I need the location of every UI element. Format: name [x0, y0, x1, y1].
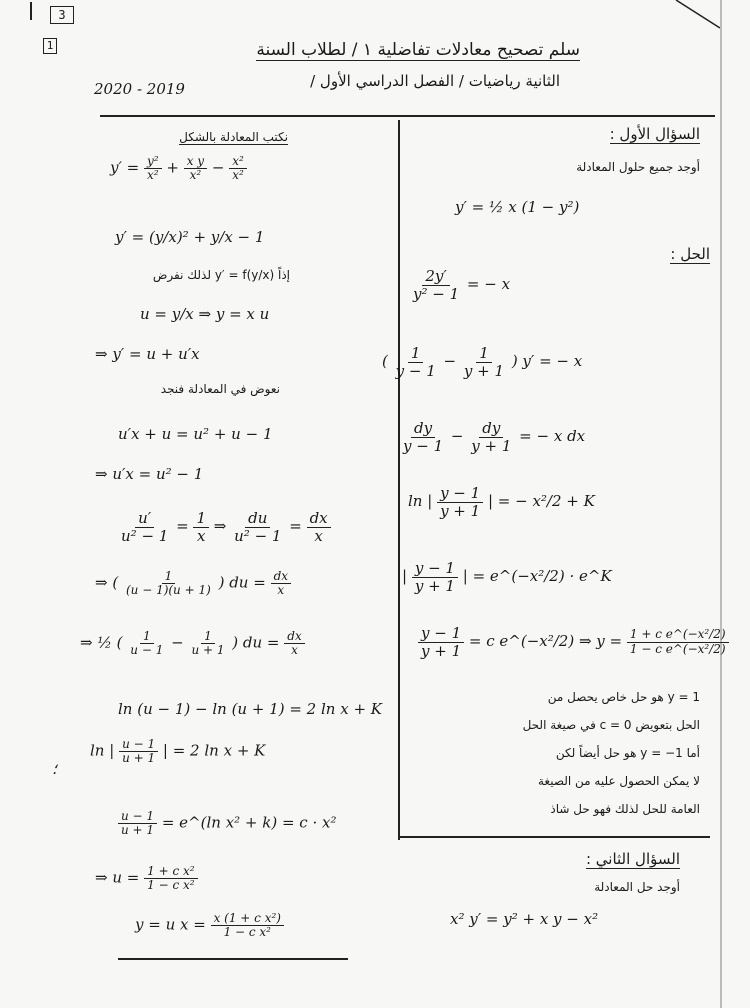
q1-note-4: لا يمكن الحصول عليه من الصيغة: [537, 774, 700, 788]
left-step-15: ⇒ u = $\frac{\text{1 + c x²}}{\text{1 − c x²}}$: [95, 865, 198, 892]
left-margin-mark: ؛: [52, 760, 57, 778]
q1-equation: y′ = ½ x (1 − y²): [455, 198, 580, 216]
column-divider: [398, 120, 400, 840]
q2-prompt: أوجد حل المعادلة: [594, 880, 680, 894]
left-step-14: $\frac{u - 1}{u + 1}$ = e^(ln x² + k) = c · x²: [118, 810, 337, 837]
q1-heading: السؤال الأول :: [609, 125, 700, 143]
q1-prompt: أوجد جميع حلول المعادلة: [576, 160, 700, 174]
q1-end-rule: [400, 836, 710, 838]
q1-step-4: ln | $\frac{y - 1}{y + 1}$ | = − x²/2 + K: [408, 484, 595, 520]
left-step-1: y′ = $\frac{\text{y²}}{\text{x²}}$ + $\frac{\text{x y}}{\text{x²}}$ − $\frac{\text{x²}}{\text{x²}}$: [110, 155, 247, 182]
header-title-line1: سلم تصحيح معادلات تفاضلية ١ / لطلاب السنة: [256, 40, 580, 60]
q1-step-1: $\frac{2y'}{\text{y² − 1}}$ = − x: [413, 267, 511, 303]
q2-equation: x² y′ = y² + x y − x²: [450, 910, 599, 928]
page-right-edge: [720, 0, 722, 1008]
q1-note-3: أما y = −1 هو حل أيضاً لكن: [555, 746, 700, 760]
q1-note-5: العامة للحل لذلك فهو حل شاذ: [550, 802, 700, 816]
corner-stroke: [672, 0, 732, 30]
left-substitute-note: نعوض في المعادلة فنجد: [160, 382, 280, 396]
q1-step-6: $\frac{y - 1}{y + 1}$ = c e^(−x²/2) ⇒ y = $\frac{\text{1 + c e\textasciicircum{}(−x²/2)}}{\text{1 − c e\textasciicircum{}(−x²/2)}}$: [418, 625, 729, 659]
left-step-8: ⇒ u′x = u² − 1: [95, 465, 204, 483]
q1-step-2: ( $\frac{1}{y - 1}$ − $\frac{1}{y + 1}$ ) y′ = − x: [382, 344, 583, 380]
left-step-10: ⇒ ( $\frac{1}{(u - 1)(u + 1)}$ ) du = $\frac{dx}{x}$: [95, 570, 291, 597]
left-final-answer: y = u x = $\frac{\text{x (1 + c x²)}}{\text{1 − c x²}}$: [135, 912, 284, 939]
q1-solution-label: الحل :: [670, 245, 710, 263]
page-number: 3: [50, 6, 74, 24]
left-step-13: ln | $\frac{u - 1}{u + 1}$ | = 2 ln x + K: [90, 737, 266, 766]
question-box-label: 1: [43, 38, 57, 54]
q1-step-3: $\frac{dy}{y - 1}$ − $\frac{dy}{y + 1}$ = − x dx: [403, 419, 586, 455]
left-step-4: u = y/x ⇒ y = x u: [140, 305, 270, 323]
q1-note-2: الحل بتعويض c = 0 في صيغة الحل: [522, 718, 700, 732]
left-heading: نكتب المعادلة بالشكل: [179, 130, 288, 144]
left-step-12: ln (u − 1) − ln (u + 1) = 2 ln x + K: [118, 700, 382, 718]
header-title-line2: الثانية رياضيات / الفصل الدراسي الأول /: [310, 72, 560, 90]
left-step-11: ⇒ ½ ( $\frac{1}{u - 1}$ − $\frac{1}{u + 1}$ ) du = $\frac{dx}{x}$: [80, 630, 305, 657]
q1-step-5: | $\frac{y - 1}{y + 1}$ | = e^(−x²/2) · e^K: [402, 559, 612, 595]
margin-tick: [30, 2, 32, 20]
q2-heading: السؤال الثاني :: [585, 850, 680, 868]
left-step-9: $\frac{u'}{\text{u² − 1}}$ = $\frac{1}{x}$ ⇒ $\frac{du}{\text{u² − 1}}$ = $\frac{dx}{x}$: [118, 510, 331, 544]
left-end-rule: [118, 958, 348, 960]
header-year: 2020 - 2019: [94, 80, 185, 98]
header-rule: [100, 115, 715, 117]
left-substitution-note: إذاً y′ = f(y/x) لذلك نفرض: [152, 268, 290, 282]
q1-note-1: y = 1 هو حل خاص يحصل من: [547, 690, 700, 704]
left-step-5: ⇒ y′ = u + u′x: [95, 345, 200, 363]
left-step-7: u′x + u = u² + u − 1: [118, 425, 273, 443]
left-step-2: y′ = (y/x)² + y/x − 1: [115, 228, 265, 246]
